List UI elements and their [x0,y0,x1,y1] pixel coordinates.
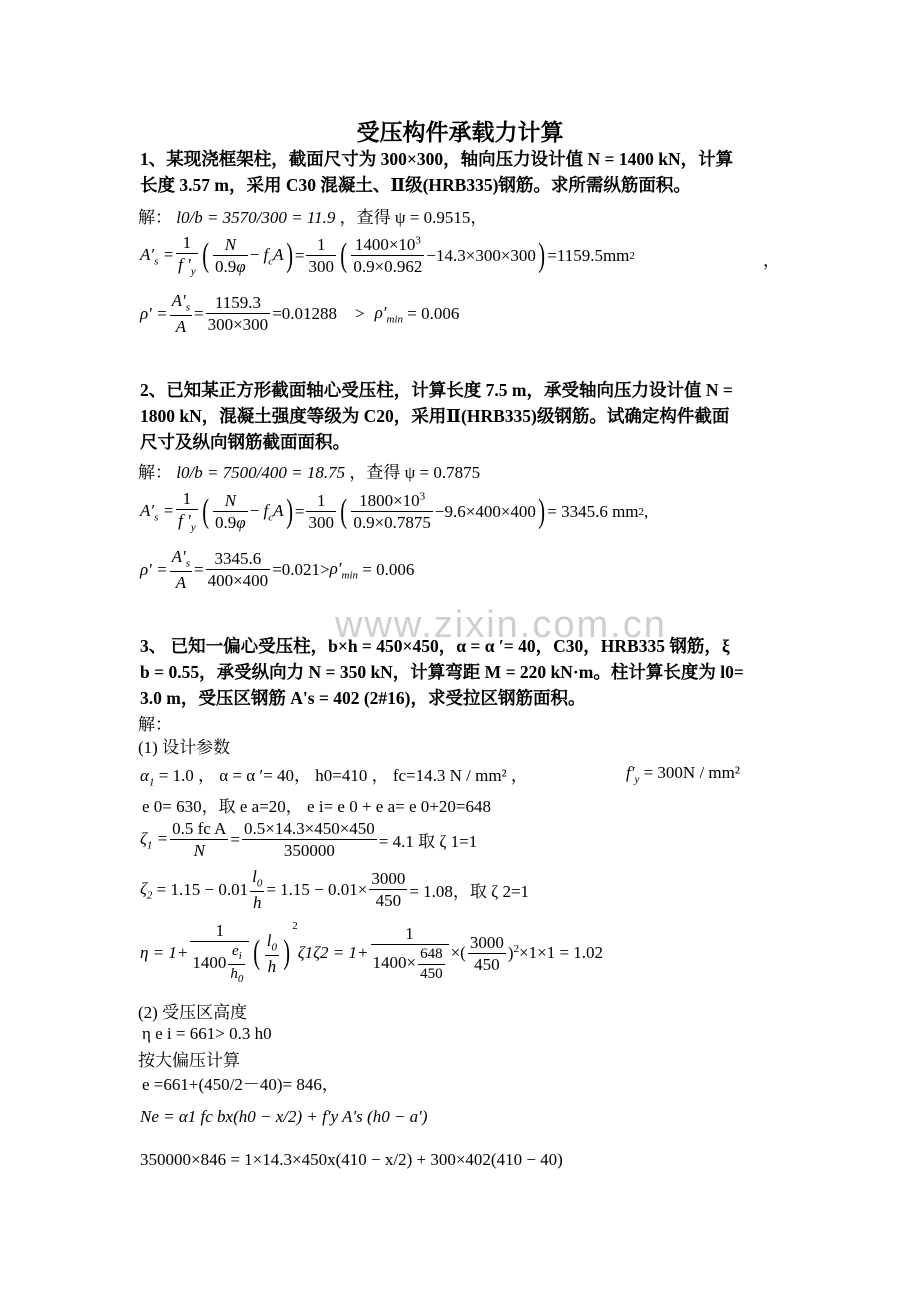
comma: , [644,501,649,521]
page-title: 受压构件承载力计算 [356,120,564,145]
zeta2-num: 3000 [369,868,407,890]
numerator: 1800×10 [359,490,420,510]
rho-min: = 0.006 [362,559,415,579]
result-as: = 3345.6 mm [547,501,639,521]
rho-den: 400×400 [207,571,269,591]
formula-p1-rho: ρ′ = $\frac{A'_s}{A}$ = $\frac{1159.3}{300\times 300}$ =0.01288 > $\rho'_{min}$ = 0.006 [140,291,460,337]
comma: ， [763,251,780,270]
formula-tail: −9.6×400×400 [434,501,536,521]
zeta2-result: = 1.08，取 ζ 2=1 [409,882,530,902]
eta-frac-num: 648 [418,945,445,965]
rho-min: = 0.006 [407,303,460,323]
gt-sign: > [355,303,365,323]
rho-result: =0.01288 [272,303,338,323]
zeta2-text2: = 1.15 − 0.01× [266,879,368,899]
problem2-line3: 尺寸及纵向钢筋截面面积。 [140,432,350,452]
method-line: 按大偏压计算 [138,1051,240,1070]
problem2-line2: 1800 kN，混凝土强度等级为 C20，采用Ⅱ(HRB335)级钢筋。试确定构件截面 [140,406,730,426]
formula-zeta2: $\zeta_2$ = 1.15 − 0.01 $\frac{l_0}{h}$ = 1.15 − 0.01× $\frac{3000}{450}$ = 1.08，取 ζ 2=1 [140,867,530,913]
problem3-line2: b = 0.55，承受纵向力 N = 350 kN，计算弯距 M = 220 kN·m。柱计算长度为 l0= [140,662,744,682]
formula-zeta1: $\zeta_1$ = $\frac{\text{0.5 fc A}}{N}$ = $\frac{0.5\times 14.3\times 450\times 450}{350000}$ = 4.1 取 ζ 1=1 [140,819,478,861]
lookup-text: ，查得 ψ = 0.9515， [339,208,488,227]
eta-result: ×1×1 = 1.02 [519,943,604,963]
eta-frac-den: 450 [420,966,443,982]
rho-result: =0.021> [272,559,330,579]
jie-label: 解： [138,715,172,734]
numeric-equation: 350000×846 = 1×14.3×450x(410 − x/2) + 300×402(410 − 40) [140,1150,563,1169]
slenderness: l0/b = 7500/400 = 18.75 [176,463,346,482]
zeta1-num2: 0.5×14.3×450×450 [242,818,377,840]
zeta1-result: = 4.1 取 ζ 1=1 [378,832,478,852]
eta-mid: ζ1ζ2 = 1+ [297,943,369,963]
numerator: 1400×10 [354,234,416,254]
fy-text: = 300N / mm² [643,763,740,782]
eta-text: η = 1+ [140,943,189,963]
formula-tail: −14.3×300×300 [426,245,536,265]
zeta2-text: = 1.15 − 0.01 [156,879,249,899]
denominator: 0.9×0.962 [353,257,423,277]
ne-equation: Ne = α1 fc bx(h0 − x/2) + f′y A′s (h0 − a′) [140,1107,428,1126]
rho-num: 3345.6 [206,548,271,570]
zeta2-den: 450 [375,891,402,911]
formula-p2-as: $A'_s$ = $\frac{1}{f '_y}$ ( $\frac{N}{0.9\varphi}$ − $f_cA$ ) = $\frac{1}{300}$ ( $\frac{1800\times 10^3}{0.9\times 0.7875}$ −9.6×400×400 ) = 3345.6 mm 2 , [140,489,649,534]
zeta1-den2: 350000 [283,841,335,861]
jie-label: 解： [138,463,172,482]
zeta1-num: 0.5 fc A [170,818,228,840]
result-as: =1159.5mm [547,245,630,265]
design-params: $\alpha_1 = 1.0$ ， α = α ′= 40， h0=410 ， fc=14.3 N / mm² ， [140,766,528,789]
problem3-line3: 3.0 m，受压区钢筋 A's = 402 (2#16)，求受拉区钢筋面积。 [140,688,586,708]
eta-den: 1400× [372,953,417,973]
problem2-line1: 2、已知某正方形截面轴心受压柱，计算长度 7.5 m，承受轴向压力设计值 N = [140,380,733,400]
formula-eta: η = 1+ 1 1400 $\frac{e_i}{h_0}$ ( $\frac{l_0}{h}$ ) 2 ζ1ζ2 = 1+ 1 1400× $\frac{648}{450}$ ×( $\frac{3000}{450}$ )$^2$ ×1×1 = 1.02 [140,920,604,985]
problem1-line1: 1、某现浇框架柱，截面尺寸为 300×300，轴向压力设计值 N = 1400 kN，计算 [140,149,734,169]
eta-ei-line: η e i = 661> 0.3 h0 [142,1024,272,1043]
e-line: e =661+(450/2－40)= 846， [142,1075,339,1094]
section1-heading: (1) 设计参数 [138,738,231,757]
rho-num: 1159.3 [206,292,271,314]
denominator: 0.9×0.7875 [353,513,431,533]
lookup-text: ，查得 ψ = 0.7875 [349,463,481,482]
fy-value: $f'_y = 300N / mm^2$ [626,763,740,786]
slenderness: l0/b = 3570/300 = 11.9 [176,208,336,227]
rho-den: 300×300 [207,315,269,335]
formula-p1-as: $A'_s$ = $\frac{1}{f '_y}$ ( $\frac{N}{0.9\varphi}$ − $f_cA$ ) = $\frac{1}{300}$ ( $\frac{1400\times 10^3}{0.9\times 0.962}$ −14.3×300×300 ) =1159.5mm 2 [140,233,635,278]
jie-label: 解： [138,208,172,227]
section2-heading: (2) 受压区高度 [138,1003,248,1022]
eccentricity-line: e 0= 630，取 e a=20， e i= e 0 + e a= e 0+20=648 [142,797,491,816]
problem3-line1: 3、 已知一偏心受压柱，b×h = 450×450，α = α ′= 40，C30，HRB335 钢筋，ξ [140,636,730,656]
formula-p2-rho: ρ′ = $\frac{A'_s}{A}$ = $\frac{3345.6}{400\times 400}$ =0.021> $\rho'_{min}$ = 0.006 [140,547,415,593]
params-text: = 1.0 ， α = α ′= 40， h0=410 ， fc=14.3 N / mm² ， [158,766,528,785]
problem1-line2: 长度 3.57 m，采用 C30 混凝土、Ⅱ级(HRB335)钢筋。求所需纵筋面积。 [140,175,691,195]
watermark: www.zixin.com.cn [335,604,667,646]
